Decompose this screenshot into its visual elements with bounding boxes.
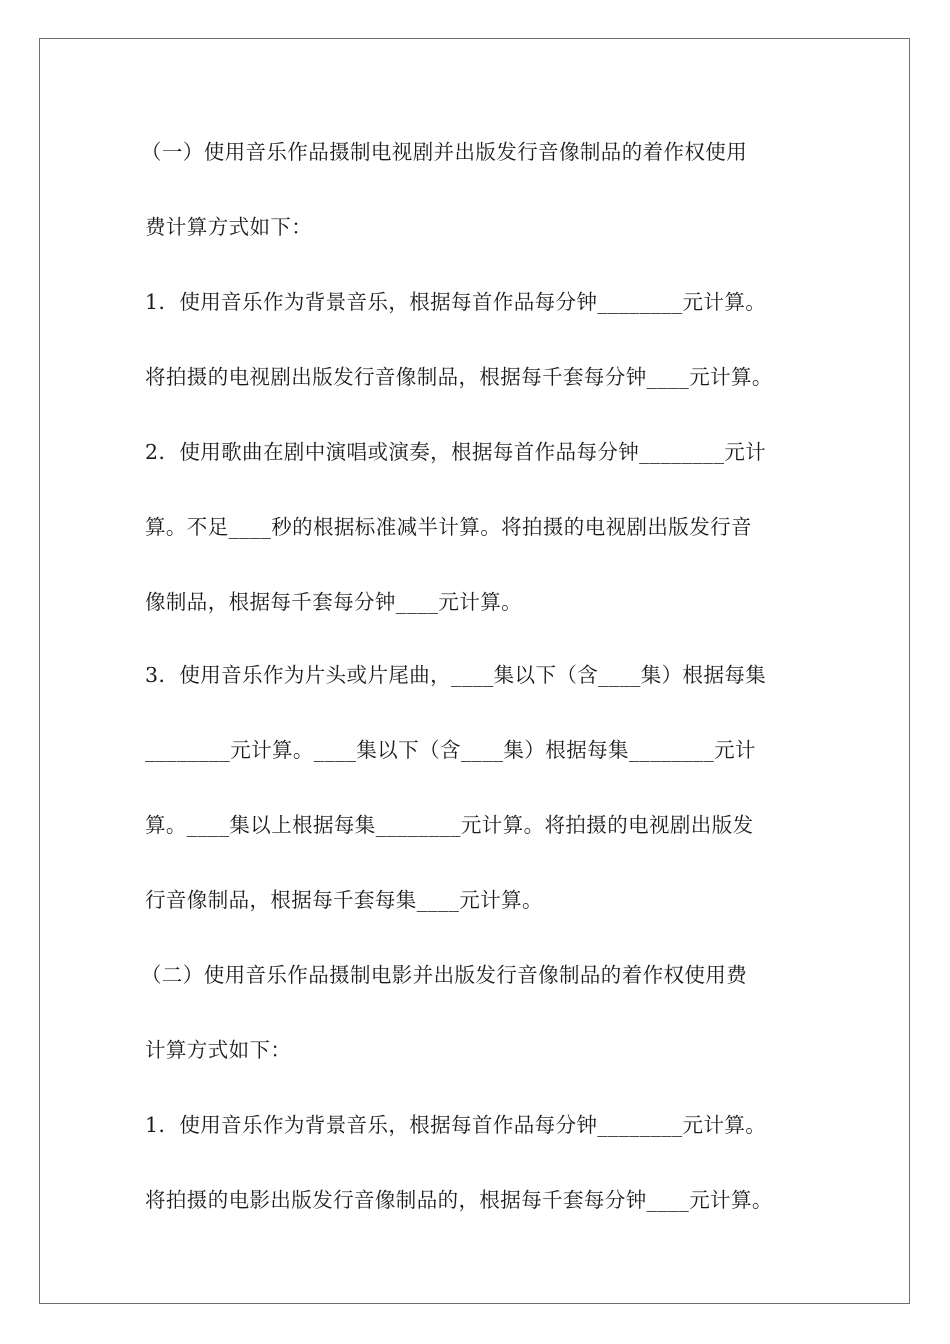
- section-1-heading-line-2: 费计算方式如下：: [145, 215, 313, 239]
- section-1-heading-line-1: （一）使用音乐作品摄制电视剧并出版发行音像制品的着作权使用: [141, 140, 748, 164]
- section-2-heading-line-1: （二）使用音乐作品摄制电影并出版发行音像制品的着作权使用费: [141, 963, 748, 987]
- section-2-heading-line-2: 计算方式如下：: [145, 1038, 292, 1062]
- item-3-line-2: ________元计算。____集以下（含____集）根据每集________元计: [145, 738, 756, 762]
- item-1-line-1: 1．使用音乐作为背景音乐，根据每首作品每分钟________元计算。: [145, 290, 767, 314]
- section-2-item-1-line-2: 将拍摄的电影出版发行音像制品的，根据每千套每分钟____元计算。: [145, 1188, 773, 1212]
- item-3-line-3: 算。____集以上根据每集________元计算。将拍摄的电视剧出版发: [145, 813, 754, 837]
- section-2-item-1-line-1: 1．使用音乐作为背景音乐，根据每首作品每分钟________元计算。: [145, 1113, 767, 1137]
- item-1-line-2: 将拍摄的电视剧出版发行音像制品，根据每千套每分钟____元计算。: [145, 365, 773, 389]
- item-2-line-3: 像制品，根据每千套每分钟____元计算。: [145, 590, 522, 614]
- item-3-line-4: 行音像制品，根据每千套每集____元计算。: [145, 888, 543, 912]
- item-3-line-1: 3．使用音乐作为片头或片尾曲，____集以下（含____集）根据每集: [145, 663, 767, 687]
- item-2-line-2: 算。不足____秒的根据标准减半计算。将拍摄的电视剧出版发行音: [145, 515, 752, 539]
- item-2-line-1: 2．使用歌曲在剧中演唱或演奏，根据每首作品每分钟________元计: [145, 440, 767, 464]
